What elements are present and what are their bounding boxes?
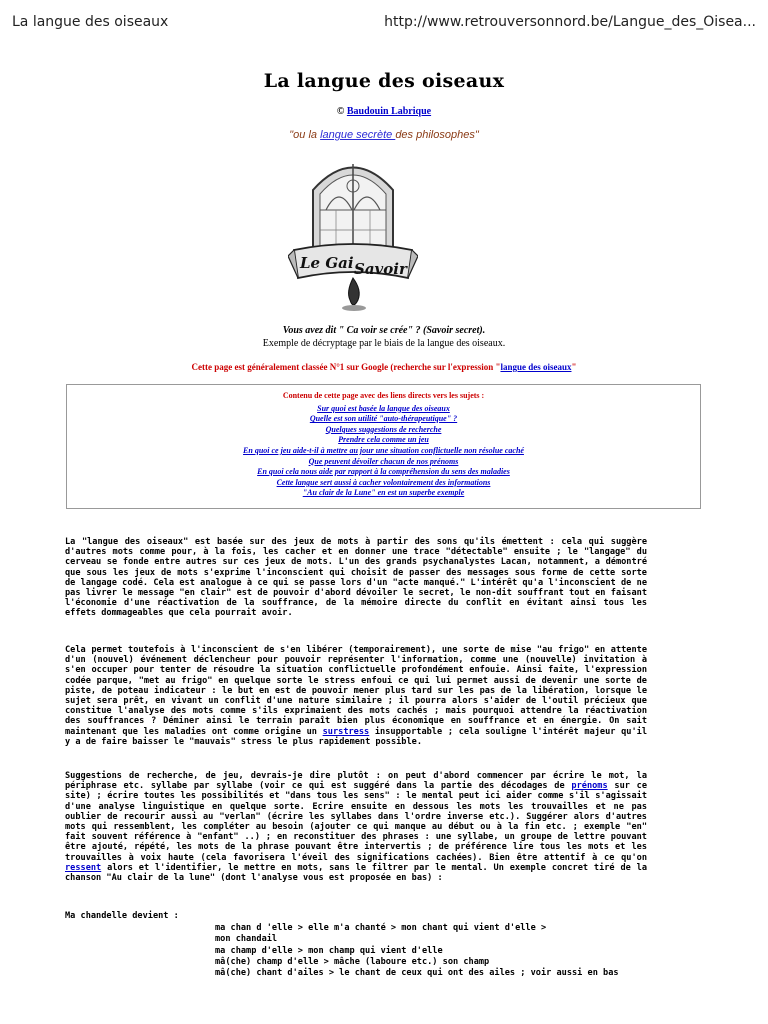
p3-text-a: Suggestions de recherche, de jeu, devrais-je dire plutôt : on peut d'abord commencer par écrire le mot, la périphrase etc. syllabe par syllabe (voir ce qui est suggéré dans la partie des décodages de [65,771,647,792]
gai-savoir-logo-icon [288,150,418,315]
logo-text-gai: Le Gai [300,254,354,272]
author-link[interactable]: Baudouin Labrique [346,106,432,117]
chandelle-line: mâ(che) chant d'ailes > le chant de ceux qui ont des ailes ; voir aussi en bas [215,968,619,979]
p3-text-b: sur ce site) ; écrire toutes les possibilités et "dans tous les sens" : le mental peut ici aider comme s'il s'agissait d'une analyse linguistique en quelque sorte. Ecrire ensuite en dessous les mots les trouvailles et ne pas oublier de recourir aussi au "verlan" (écrire les syllabes dans l'ordre inverse etc.). Suggérer alors d'autres mots qui ressemblent, les compléter au besoin (ajouter ce qui manque au début ou à la fin etc. ; exemple "en" fait souvent référence à "enfant" ..) ; en reconstituer des phrases : une syllabe, un groupe de lettre pouvant être ajouté, répété, les mots de la phrase pouvant être intervertis ; de préférence lire tous les mots et les trouvailles à voix haute (cela favorisera l'éveil des significations cachées). Bien être attentif à ce qu'on [65,781,648,863]
p2-text-before: Cela permet toutefois à l'inconscient de s'en libérer (temporairement), une sorte de mise "au frigo" en attente d'un (nouvel) événement déclencheur pour pouvoir représenter l'information, comme une (nouvelle) invitation à s'en occuper pour tenter de résoudre la situation conflictuelle profondément enfouie. Ainsi faite, l'expression codée parque, "met au frigo" en quelque sorte le stress enfoui ce qui lui permet aussi de devenir une sorte de piste, de poteau indicateur : le but en est de pouvoir mener plus tard sur les pas de la libération, lorsque le sujet sera prêt, en vivant un conflit d'une nature similaire ; il pourra alors s'aider de l'outil précieux que constitue l'analyse des mots comme s'ils exprimaient des mots cachés ; mais pourquoi attendre la réactivation des souffrances ? Déminer ainsi le terrain paraît bien plus économique en souffrance et en énergie. On sait maintenant que les maladies ont comme origine un [65,645,647,737]
logo-text-savoir: Savoir [354,260,407,278]
author-line [0,106,768,117]
savoir-quote: Vous avez dit " Ca voir se crée" ? (Savoir secret). [282,325,486,336]
chandelle-list [215,923,619,979]
toc-link-conflict[interactable]: En quoi ce jeu aide-t-il à mettre au jour une situation conflictuelle non résolue caché [243,445,524,455]
subtitle-after: des philosophes" [395,129,479,141]
decryption-caption: Exemple de décryptage par le biais de la langue des oiseaux. [262,338,506,349]
prenoms-link[interactable]: prénoms [571,781,608,792]
toc-link-basis[interactable]: Sur quoi est basée la langue des oiseaux [317,403,450,413]
page-url[interactable]: http://www.retrouversonnord.be/Langue_des_Oisea... [384,14,756,30]
toc-link-illness[interactable]: En quoi cela nous aide par rapport à la compréhension du sens des maladies [257,467,510,477]
paragraph-frigo [65,645,647,747]
surstress-link[interactable]: surstress [322,726,370,737]
p2-text-after: insupportable ; cela souligne l'intérêt majeur qu'il y a de faire baisser le "mauvais" stress le plus rapidement possible. [65,726,647,747]
chandelle-line: mâ(che) champ d'elle > mâche (laboure etc.) son champ [215,956,490,967]
subtitle-before: "ou la [289,129,321,141]
p3-text-c: alors et l'identifier, le mettre en mots, sans le filtrer par le mental. Un exemple concret tiré de la chanson "Au clair de la lune" (dont l'analyse vous est proposée en bas) : [65,862,647,884]
paragraph-suggestions [65,771,647,883]
browser-tab-title: La langue des oiseaux [12,14,169,30]
toc-link-names[interactable]: Que peuvent dévoiler chacun de nos prénoms [308,456,459,466]
ranking-before: Cette page est généralement classée N°1 sur Google (recherche sur l'expression " [191,362,501,372]
table-of-contents [66,384,701,509]
toc-heading: Contenu de cette page avec des liens directs vers les sujets : [282,391,485,400]
chandelle-line: mon chandail [215,934,278,945]
langue-des-oiseaux-link[interactable]: langue des oiseaux [500,362,572,372]
copyright-symbol: © [336,106,345,117]
toc-link-hidden-info[interactable]: Cette langue sert aussi à cacher volontairement des informations [276,477,491,487]
ranking-after: " [571,362,577,372]
chandelle-label: Ma chandelle devient : [65,911,179,921]
chandelle-line: ma chan d 'elle > elle m'a chanté > mon chant qui vient d'elle > [215,923,547,933]
toc-link-clair-de-lune[interactable]: "Au clair de la Lune" en est un superbe exemple [302,488,465,498]
paragraph-basis: La "langue des oiseaux" est basée sur des jeux de mots à partir des sons qu'ils émettent : cela qui suggère d'autres mots comme pour, à la fois, les cacher et en donner une trace "détectable" ensuite ; le "langage" du cerveau se fonde entre autres sur ces jeux de mots. L'un des grands psychanalystes Lacan, notamment, a démontré que sous les jeux de mots s'exprime l'inconscient qui choisit de passer des messages sous forme de cette sorte de langage codé. Cela est analogue à ce qui se passe lors d'un "acte manqué." L'intérêt qu'a l'inconscient de ne pas livrer le message "en clair" est de pouvoir d'abord dévoiler le secret, le non-dit souffrant tout en faisant l'économie d'une réactivation de la souffrance, de la mémoire directe du conflit en évitant ainsi tous les effets dommageables que cela pourrait avoir. [65,537,647,619]
toc-link-utility[interactable]: Quelle est son utilité "auto-thérapeutique" ? [309,414,458,424]
subtitle [0,129,768,141]
secret-language-link[interactable]: langue secrète [320,129,396,141]
ressent-link[interactable]: ressent [65,862,102,873]
google-ranking-note [0,362,768,372]
chandelle-line: ma champ d'elle > mon champ qui vient d'elle [215,945,443,956]
toc-link-suggestions[interactable]: Quelques suggestions de recherche [325,424,442,434]
toc-link-game[interactable]: Prendre cela comme un jeu [338,435,429,445]
page-title: La langue des oiseaux [263,70,505,92]
